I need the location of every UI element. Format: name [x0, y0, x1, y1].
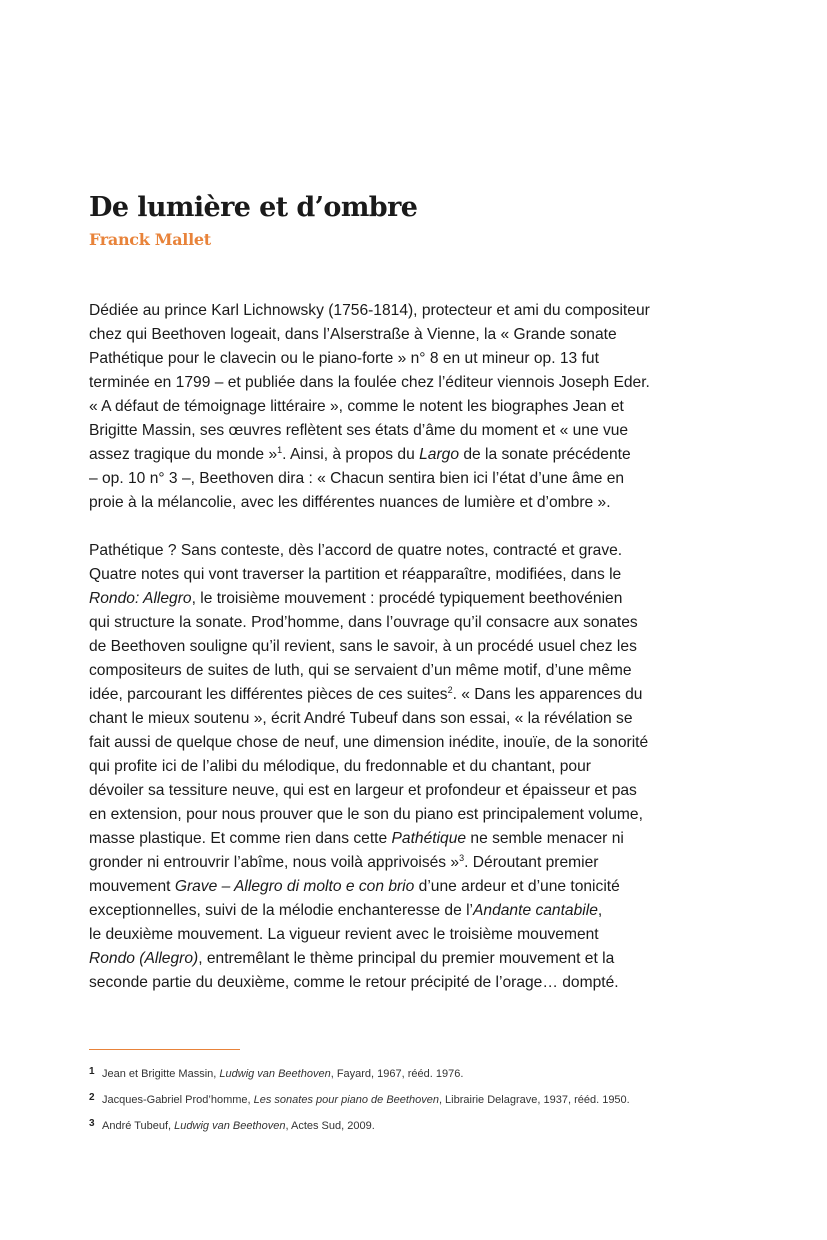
- text-run: . « Dans les apparences du: [452, 686, 643, 703]
- italic-title: Largo: [419, 446, 459, 463]
- italic-title: Rondo: Allegro: [89, 590, 192, 607]
- footnote-text: Jean et Brigitte Massin,: [102, 1068, 220, 1080]
- text-line: seconde partie du deuxième, comme le retour précipité de l’orage… dompté.: [89, 974, 619, 991]
- text-line: le deuxième mouvement. La vigueur revient avec le troisième mouvement: [89, 926, 599, 943]
- text-line: Quatre notes qui vont traverser la partition et réapparaître, modifiées, dans le: [89, 566, 622, 583]
- text-line: fait aussi de quelque chose de neuf, une dimension inédite, inouïe, de la sonorité: [89, 734, 649, 751]
- paragraph-2: [89, 539, 648, 995]
- text-line: « A défaut de témoignage littéraire », comme le notent les biographes Jean et: [89, 398, 624, 415]
- text-line: dévoiler sa tessiture neuve, qui est en largeur et profondeur et épaisseur et pas: [89, 782, 637, 799]
- footnotes: [89, 1060, 630, 1138]
- footnote-3: [89, 1112, 630, 1138]
- text-run: ne semble menacer ni: [466, 830, 624, 847]
- text-run: exceptionnelles, suivi de la mélodie enchanteresse de l’: [89, 902, 474, 919]
- text-line: Brigitte Massin, ses œuvres reflètent ses états d’âme du moment et « une vue: [89, 422, 629, 439]
- footnote-book-title: Les sonates pour piano de Beethoven: [253, 1094, 439, 1106]
- footnote-ref-1[interactable]: 1: [277, 444, 283, 455]
- footnote-number: 2: [89, 1092, 95, 1103]
- text-line: chant le mieux soutenu », écrit André Tubeuf dans son essai, « la révélation se: [89, 710, 633, 727]
- footnote-number: 3: [89, 1118, 95, 1129]
- footnote-text: , Fayard, 1967, rééd. 1976.: [330, 1068, 464, 1080]
- footnote-1: [89, 1060, 630, 1086]
- text-line: qui profite ici de l’alibi du mélodique, du fredonnable et du chantant, pour: [89, 758, 591, 775]
- footnote-text: , Librairie Delagrave, 1937, rééd. 1950.: [438, 1094, 630, 1106]
- text-line: [89, 875, 648, 899]
- footnote-ref-3[interactable]: 3: [459, 852, 465, 863]
- footnote-separator: [89, 1049, 240, 1050]
- text-run: ,: [597, 902, 603, 919]
- text-run: . Déroutant premier: [464, 854, 599, 871]
- text-line: [89, 947, 648, 971]
- italic-title: Rondo (Allegro): [89, 950, 199, 967]
- text-line: de Beethoven souligne qu’il revient, sans le savoir, à un procédé usuel chez les: [89, 638, 637, 655]
- footnote-text: André Tubeuf,: [102, 1120, 175, 1132]
- text-run: , entremêlant le thème principal du premier mouvement et la: [198, 950, 615, 967]
- text-line: Dédiée au prince Karl Lichnowsky (1756-1814), protecteur et ami du compositeur: [89, 302, 650, 319]
- text-run: , le troisième mouvement : procédé typiquement beethovénien: [191, 590, 623, 607]
- italic-title: Pathétique: [391, 830, 467, 847]
- text-line: Pathétique ? Sans conteste, dès l’accord de quatre notes, contracté et grave.: [89, 542, 623, 559]
- text-line: – op. 10 n° 3 –, Beethoven dira : « Chacun sentira bien ici l’état d’une âme en: [89, 470, 625, 487]
- footnote-number: 1: [89, 1066, 95, 1077]
- text-line: [89, 443, 650, 467]
- text-line: Pathétique pour le clavecin ou le piano-forte » n° 8 en ut mineur op. 13 fut: [89, 350, 599, 367]
- footnote-2: [89, 1086, 630, 1112]
- italic-title: Andante cantabile: [473, 902, 598, 919]
- text-line: [89, 683, 648, 707]
- footnote-book-title: Ludwig van Beethoven: [219, 1068, 331, 1080]
- text-run: masse plastique. Et comme rien dans cette: [89, 830, 392, 847]
- text-run: idée, parcourant les différentes pièces de ces suites: [89, 686, 448, 703]
- text-line: proie à la mélancolie, avec les différentes nuances de lumière et d’ombre ».: [89, 494, 611, 511]
- article-author: Franck Mallet: [89, 230, 211, 249]
- text-run: . Ainsi, à propos du: [282, 446, 420, 463]
- article-title: De lumière et d’ombre: [89, 192, 418, 223]
- footnote-book-title: Ludwig van Beethoven: [174, 1120, 286, 1132]
- text-line: compositeurs de suites de luth, qui se servaient d’un même motif, d’une même: [89, 662, 632, 679]
- footnote-text: , Actes Sud, 2009.: [285, 1120, 375, 1132]
- text-run: de la sonate précédente: [459, 446, 631, 463]
- text-run: mouvement: [89, 878, 175, 895]
- text-line: [89, 899, 648, 923]
- text-line: [89, 851, 648, 875]
- text-run: gronder ni entrouvrir l’abîme, nous voilà apprivoisés »: [89, 854, 460, 871]
- footnote-ref-2[interactable]: 2: [447, 684, 453, 695]
- text-run: d’une ardeur et d’une tonicité: [414, 878, 620, 895]
- text-line: terminée en 1799 – et publiée dans la foulée chez l’éditeur viennois Joseph Eder.: [89, 374, 650, 391]
- italic-title: Grave – Allegro di molto e con brio: [174, 878, 415, 895]
- text-line: chez qui Beethoven logeait, dans l’Alserstraße à Vienne, la « Grande sonate: [89, 326, 617, 343]
- paragraph-1: [89, 299, 650, 515]
- text-run: assez tragique du monde »: [89, 446, 278, 463]
- text-line: en extension, pour nous prouver que le son du piano est principalement volume,: [89, 806, 643, 823]
- text-line: qui structure la sonate. Prod’homme, dans l’ouvrage qu’il consacre aux sonates: [89, 614, 638, 631]
- footnote-text: Jacques-Gabriel Prod’homme,: [102, 1094, 254, 1106]
- text-line: [89, 587, 648, 611]
- text-line: [89, 827, 648, 851]
